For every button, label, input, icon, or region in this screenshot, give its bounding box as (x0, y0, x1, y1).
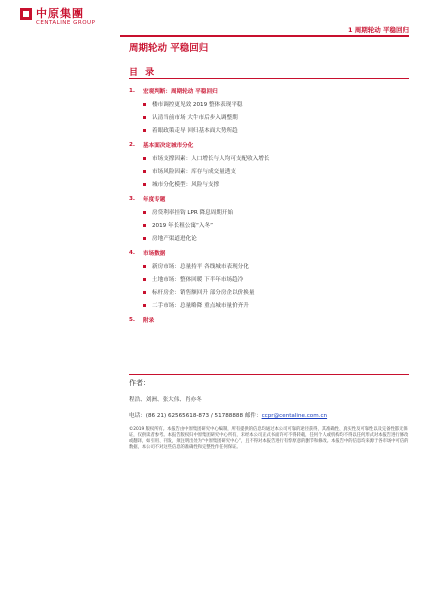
toc-subsection-title: 着眼政策走导 回归基本面大势所趋 (152, 128, 238, 134)
author-names: 程浩、刘洲、张大伟、肖亦冬 (129, 397, 202, 403)
toc-subsection-title: 市场风险因素：库存与成交量透支 (152, 169, 236, 175)
toc-subsection[interactable] (129, 221, 399, 229)
toc-subsection-title: 房贷利率挂钩 LPR 降息周期开始 (152, 210, 234, 216)
toc-section-title: 市场数据 (143, 250, 166, 257)
toc-section-number: 3. (129, 195, 136, 202)
toc-subsection-title: 认清当前市场 大牛市后步入调整期 (152, 115, 238, 121)
square-bullet-icon (143, 278, 146, 281)
disclaimer-text: ©2019 版权所有。本报告由中原集团研究中心编制，所有提供的信息均通过本公司可靠的途径获得，其准确性、真实性及可靠性以及完备性都无保证，仅供读者参考。本报告版权归中原集团研究中心所有，未经本公司正式书面许可不得转载，任何个人或机构均不得以任何形式对本报告进行修改或翻译，如引用、刊发，须注明出处为“中原集团研究中心”，且不得对本报告进行有悖原意的删节和修改。本报告中的信息均来源于各市场中可信的数据，本公司不对这些信息的准确性和完整性作任何保证。 (129, 427, 409, 450)
toc-title: 目 录 (129, 68, 157, 78)
toc-subsection-title: 新房市场：总量持平 各线城市表现分化 (152, 264, 249, 270)
toc-subsection-title: 标杆房企：销售额回升 部分房企以价换量 (152, 290, 255, 296)
toc-section (129, 248, 399, 309)
table-of-contents (129, 80, 399, 324)
author-label: 作者： (129, 379, 150, 387)
toc-section-heading[interactable] (129, 315, 399, 324)
header-page-title: 1 周期轮动 平稳回归 (347, 26, 409, 34)
contact-text: 电话：(86 21) 62565618-873 / 51788888 邮件： (129, 413, 262, 419)
square-bullet-icon (143, 211, 146, 214)
toc-section-heading[interactable] (129, 86, 399, 95)
toc-subsection[interactable] (129, 301, 399, 309)
square-bullet-icon (143, 116, 146, 119)
toc-section-title: 年度专题 (143, 196, 166, 203)
toc-section-heading[interactable] (129, 194, 399, 203)
logo-english: CENTALINE GROUP (36, 20, 96, 26)
square-bullet-icon (143, 265, 146, 268)
toc-section-number: 2. (129, 141, 136, 148)
footer-divider (129, 374, 409, 375)
logo-chinese: 中原集團 (36, 7, 84, 20)
toc-subsection-title: 市场支撑因素：人口增长与人均可支配收入增长 (152, 156, 270, 162)
toc-section-title: 宏观判断：周期轮动 平稳回归 (143, 88, 218, 95)
toc-subsection[interactable] (129, 113, 399, 121)
toc-section-number: 1. (129, 87, 136, 94)
square-bullet-icon (143, 170, 146, 173)
toc-subsection[interactable] (129, 208, 399, 216)
toc-subsection[interactable] (129, 126, 399, 134)
square-bullet-icon (143, 157, 146, 160)
toc-subsection-title: 房地产渠道进化论 (152, 236, 197, 242)
toc-subsection[interactable] (129, 288, 399, 296)
toc-subsection[interactable] (129, 262, 399, 270)
square-bullet-icon (143, 224, 146, 227)
toc-subsection-title: 二手市场：总量略降 重点城市量价齐升 (152, 303, 249, 309)
toc-divider (129, 78, 409, 79)
toc-subsection[interactable] (129, 234, 399, 242)
toc-subsection[interactable] (129, 275, 399, 283)
square-bullet-icon (143, 291, 146, 294)
square-bullet-icon (143, 103, 146, 106)
toc-section (129, 315, 399, 324)
toc-section-heading[interactable] (129, 248, 399, 257)
toc-section-title: 附录 (143, 317, 155, 324)
toc-subsection[interactable] (129, 167, 399, 175)
toc-section-title: 基本面决定城市分化 (143, 142, 194, 149)
toc-section-heading[interactable] (129, 140, 399, 149)
logo-mark-icon (20, 8, 32, 20)
square-bullet-icon (143, 304, 146, 307)
contact-line (129, 411, 327, 419)
toc-section (129, 86, 399, 134)
toc-subsection[interactable] (129, 154, 399, 162)
toc-subsection-title: 2019 年长租公寓“入冬” (152, 223, 213, 229)
toc-subsection[interactable] (129, 100, 399, 108)
toc-section-number: 4. (129, 249, 136, 256)
main-title: 周期轮动 平稳回归 (129, 43, 209, 54)
toc-subsection-title: 楼市调控更见效 2019 整体表现平稳 (152, 102, 243, 108)
square-bullet-icon (143, 129, 146, 132)
email-link[interactable]: ccpr@centaline.com.cn (261, 413, 328, 419)
toc-section (129, 194, 399, 242)
toc-section (129, 140, 399, 188)
toc-subsection-title: 土地市场：整体回暖 下半年市场趋冷 (152, 277, 244, 283)
square-bullet-icon (143, 183, 146, 186)
toc-subsection-title: 城市分化模型：风险与支撑 (152, 182, 220, 188)
header-divider (120, 35, 409, 37)
square-bullet-icon (143, 237, 146, 240)
toc-subsection[interactable] (129, 180, 399, 188)
toc-section-number: 5. (129, 316, 136, 323)
